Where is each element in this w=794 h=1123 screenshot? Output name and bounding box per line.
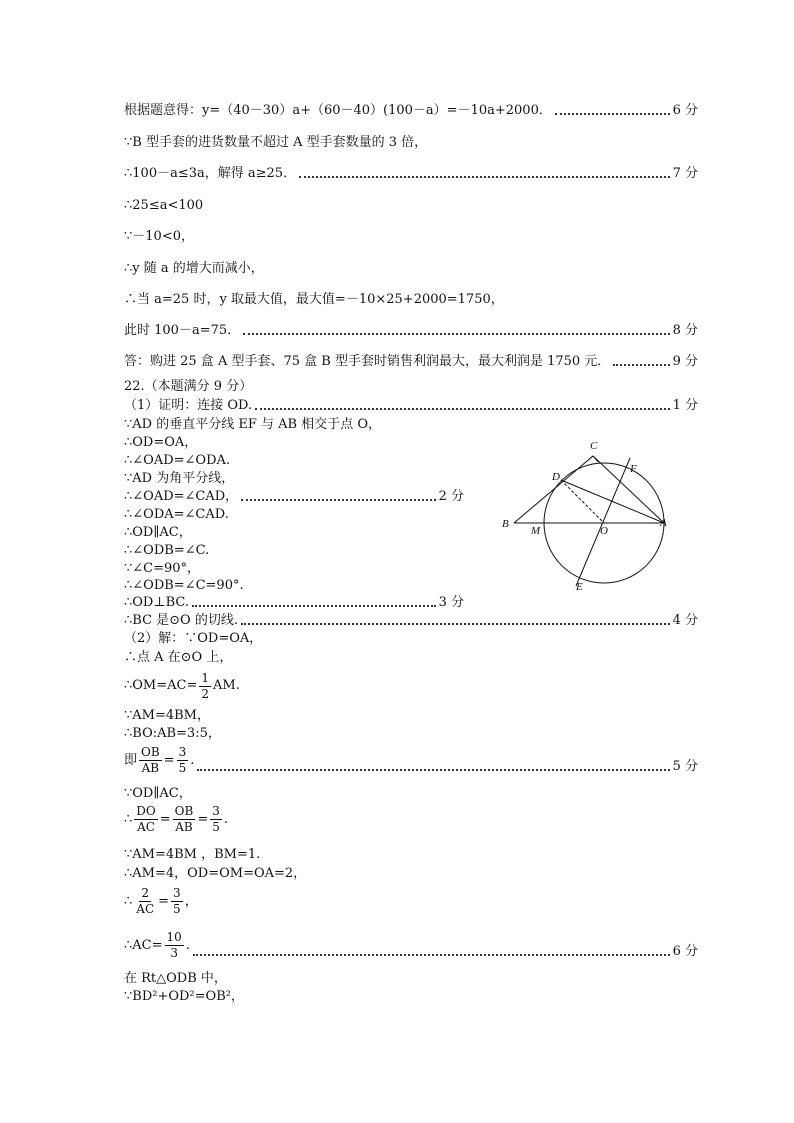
- denominator: AC: [136, 902, 155, 916]
- line-text: ∴25≤a<100: [124, 198, 204, 213]
- proof-line-score: [124, 594, 464, 612]
- solution-line: [124, 649, 698, 667]
- score-mark: 7 分: [672, 166, 698, 181]
- line-text: ∵∠C=90°，: [124, 561, 201, 576]
- line-text: ∴∠ODB=∠C=90°.: [124, 578, 244, 593]
- line-text: ∴BC 是⊙O 的切线.: [124, 613, 238, 628]
- line-text: ∴OD⊥BC.: [124, 595, 189, 610]
- line-text: ∴∠OAD=∠CAD，: [124, 489, 239, 504]
- leader-dots: [192, 605, 436, 607]
- score-mark: 6 分: [672, 103, 698, 118]
- solution-line-proportion: [124, 804, 698, 835]
- solution-line: [124, 846, 698, 864]
- fraction: [210, 804, 222, 835]
- expr-pre: ∴: [124, 811, 133, 827]
- proof-line: [124, 452, 464, 470]
- line-text: [124, 886, 198, 917]
- segment-od-dashed: [561, 480, 604, 523]
- leader-dots: [613, 364, 669, 366]
- solution-part2-start: [124, 630, 698, 648]
- line-text: ∴∠ODB=∠C.: [124, 543, 210, 558]
- fraction: [139, 745, 162, 776]
- proof-line-score: [124, 488, 464, 506]
- problem-heading: [124, 378, 698, 396]
- solution-line: [124, 865, 698, 883]
- numerator: OB: [174, 804, 194, 818]
- line-text: ∵OD∥AC，: [124, 786, 192, 801]
- label-d: D: [552, 471, 560, 483]
- numerator: OB: [141, 745, 160, 759]
- line-text: 22.（本题满分 9 分）: [124, 379, 253, 394]
- score-mark: 2 分: [438, 489, 464, 504]
- proof-line: [124, 560, 464, 578]
- score-mark: 9 分: [672, 354, 698, 369]
- fraction: [171, 886, 183, 917]
- line-text: ∴点 A 在⊙O 上，: [124, 650, 233, 665]
- solution-line: [124, 988, 698, 1006]
- segment-bc: [514, 456, 593, 523]
- solution-line-fraction: [124, 668, 698, 704]
- leader-dots: [241, 499, 435, 501]
- line-text: ∵－10<0，: [124, 229, 194, 244]
- line-text: ∵AD 的垂直平分线 EF 与 AB 相交于点 O，: [124, 417, 381, 432]
- segment-da: [561, 480, 664, 523]
- line-text: [124, 668, 240, 704]
- solution-line-proportion: [124, 886, 698, 917]
- equals-sign: =: [163, 752, 175, 768]
- line-text: ∵AD 为角平分线，: [124, 471, 235, 486]
- fraction: [199, 671, 211, 702]
- label-f: F: [630, 463, 637, 475]
- solution-line-ratio: [124, 745, 698, 776]
- numerator: 3: [178, 745, 187, 759]
- line-text: ∵B 型手套的进货数量不超过 A 型手套数量的 3 倍，: [124, 135, 428, 150]
- label-a: A: [660, 517, 667, 529]
- solution-line-range: [124, 197, 698, 215]
- line-text: ∴AM=4，OD=OM=OA=2，: [124, 866, 307, 881]
- expr-post: .: [223, 811, 228, 827]
- proof-line: [124, 434, 464, 452]
- numerator: 2: [141, 886, 150, 900]
- expr-pre: ∴: [124, 893, 133, 909]
- solution-line-ac: [124, 930, 698, 961]
- line-text: ∴BO:AB=3:5，: [124, 726, 221, 741]
- line-text: ∴当 a=25 时，y 取最大值，最大值=－10×25+2000=1750，: [124, 292, 504, 307]
- label-o: O: [600, 525, 608, 537]
- leader-dots: [193, 954, 670, 956]
- score-mark: 8 分: [672, 323, 698, 338]
- proof-line: [124, 470, 464, 488]
- denominator: AB: [175, 820, 193, 834]
- line-text: [124, 930, 190, 961]
- line-text: 此时 100－a=75．: [124, 323, 241, 338]
- numerator: 3: [173, 886, 181, 900]
- leader-dots: [299, 176, 670, 178]
- numerator: DO: [136, 804, 156, 818]
- fraction: [134, 804, 157, 835]
- equals-sign: =: [197, 811, 209, 827]
- solution-line: [124, 970, 698, 988]
- proof-line-conclusion: [124, 612, 698, 630]
- numerator: 1: [201, 670, 210, 685]
- equals-sign: =: [159, 811, 171, 827]
- denominator: 3: [170, 946, 178, 960]
- proof-line: [124, 506, 464, 524]
- line-text: 答：购进 25 盒 A 型手套、75 盒 B 型手套时销售利润最大，最大利润是 1750 元．: [124, 354, 611, 369]
- leader-dots: [555, 113, 670, 115]
- solution-line: [124, 707, 698, 725]
- line-text: （2）解：∵OD=OA，: [124, 631, 263, 646]
- proof-line: [124, 577, 464, 595]
- label-b: B: [502, 518, 509, 530]
- score-mark: 4 分: [672, 613, 698, 628]
- fraction: [165, 930, 184, 961]
- score-mark: 6 分: [672, 944, 698, 959]
- line-text: ∴∠OAD=∠ODA.: [124, 453, 231, 468]
- denominator: AC: [137, 820, 155, 834]
- fraction: [177, 745, 189, 776]
- expr-pre: 即: [124, 752, 138, 768]
- proof-line-connect: [124, 397, 698, 415]
- line-text: 根据题意得：y=（40－30）a+（60－40）(100－a）=－10a+2000．: [124, 103, 552, 118]
- equals-sign: =: [158, 893, 170, 909]
- score-mark: 5 分: [672, 759, 698, 774]
- expr-post: .: [185, 937, 190, 953]
- expr-post: ，: [184, 893, 198, 909]
- leader-dots: [243, 333, 669, 335]
- denominator: 5: [178, 761, 187, 775]
- line-text: ∴y 随 a 的增大而减小，: [124, 261, 264, 276]
- label-m: M: [531, 525, 541, 537]
- leader-dots: [241, 623, 670, 625]
- score-mark: 1 分: [672, 398, 698, 413]
- proof-line: [124, 542, 464, 560]
- solution-line-max: [124, 291, 698, 309]
- label-e: E: [576, 581, 583, 593]
- line-text: ∴OD∥AC，: [124, 525, 192, 540]
- line-text: ∵AM=4BM ，BM=1.: [124, 847, 261, 862]
- score-mark: 3 分: [438, 595, 464, 610]
- expr-post: AM.: [213, 678, 240, 693]
- fraction: [134, 886, 156, 917]
- denominator: AB: [141, 761, 160, 775]
- expr-pre: ∴AC=: [124, 937, 163, 953]
- geometry-figure: [496, 436, 686, 596]
- solution-line: [124, 785, 698, 803]
- proof-line: [124, 524, 464, 542]
- line-text: （1）证明：连接 OD.: [124, 398, 253, 413]
- line-text: 在 Rt△ODB 中，: [124, 971, 227, 986]
- leader-dots: [255, 408, 669, 410]
- solution-line-condition: [124, 134, 698, 152]
- denominator: 5: [173, 902, 181, 916]
- fraction: [173, 804, 196, 835]
- expr-pre: ∴OM=AC=: [124, 678, 198, 693]
- line-text: ∴∠ODA=∠CAD.: [124, 507, 229, 522]
- line-text: [124, 745, 194, 776]
- line-text: ∴100－a≤3a，解得 a≥25．: [124, 166, 297, 181]
- solution-line-function: [124, 102, 698, 120]
- solution-line: [124, 725, 698, 743]
- solution-line-coefficient: [124, 228, 698, 246]
- label-c: C: [590, 440, 598, 452]
- numerator: 3: [212, 804, 220, 818]
- proof-line: [124, 416, 464, 434]
- denominator: 5: [212, 820, 220, 834]
- solution-line-answer: [124, 353, 698, 371]
- leader-dots: [197, 769, 669, 771]
- line-text: ∴OD=OA，: [124, 435, 198, 450]
- line-text: ∵AM=4BM，: [124, 708, 210, 723]
- numerator: 10: [166, 930, 182, 944]
- solution-line-inequality: [124, 165, 698, 183]
- solution-line-monotonic: [124, 260, 698, 278]
- solution-line-b-count: [124, 322, 698, 340]
- line-text: ∵BD²+OD²=OB²，: [124, 989, 244, 1004]
- denominator: 2: [201, 686, 210, 701]
- line-ef: [576, 458, 630, 586]
- expr-post: .: [190, 752, 195, 768]
- line-text: [124, 804, 228, 835]
